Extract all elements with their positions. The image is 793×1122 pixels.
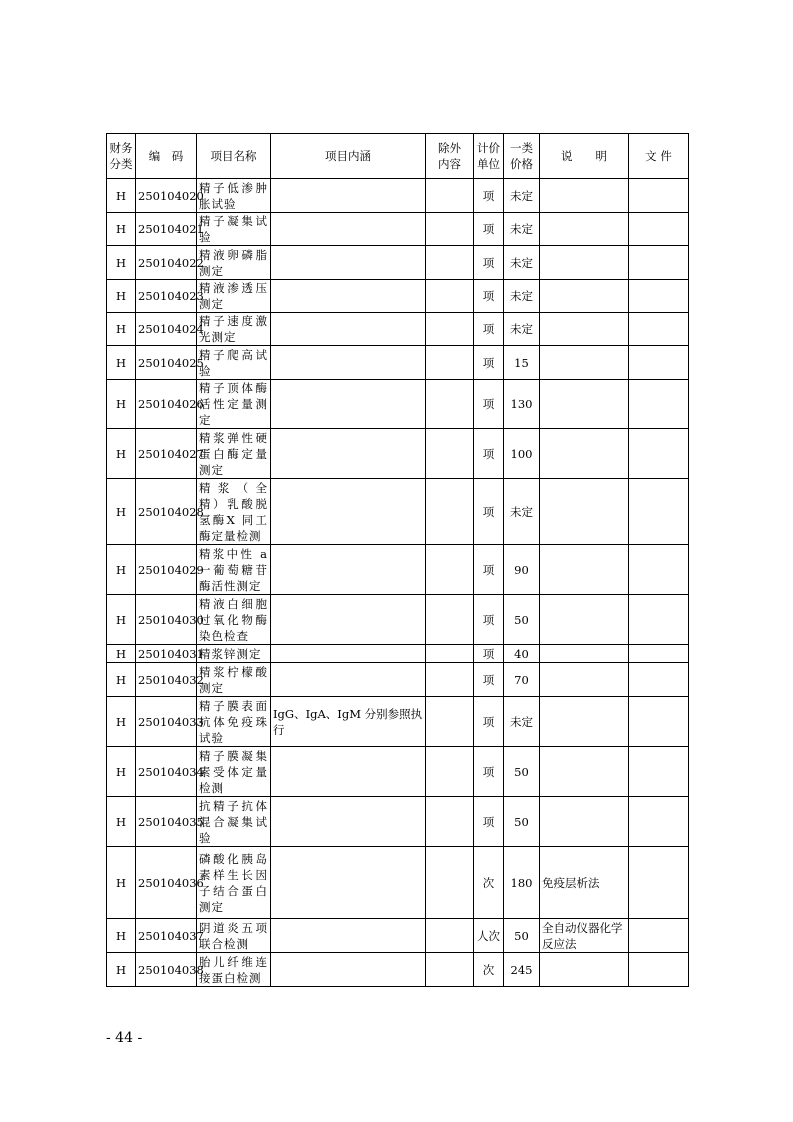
- cell-code: 250104023: [136, 280, 197, 313]
- cell-document: [629, 797, 689, 847]
- cell-unit: 人次: [474, 919, 504, 953]
- cell-remarks: [540, 545, 629, 595]
- cell-unit: 项: [474, 429, 504, 479]
- cell-document: [629, 280, 689, 313]
- cell-content: [271, 246, 426, 280]
- cell-unit: 次: [474, 847, 504, 919]
- cell-remarks: [540, 595, 629, 645]
- cell-content: [271, 747, 426, 797]
- cell-code: 250104025: [136, 346, 197, 380]
- cell-name: 精子低渗肿胀试验: [197, 179, 271, 213]
- cell-category: H: [107, 213, 136, 246]
- cell-remarks: [540, 953, 629, 987]
- cell-price: 未定: [504, 313, 540, 346]
- cell-name: 精子顶体酶活性定量测定: [197, 380, 271, 429]
- header-remarks: 说 明: [540, 134, 629, 179]
- cell-content: [271, 595, 426, 645]
- cell-exclusions: [426, 663, 474, 697]
- table-row: [107, 847, 689, 919]
- header-price: 一类 价格: [504, 134, 540, 179]
- cell-price: 90: [504, 545, 540, 595]
- cell-document: [629, 697, 689, 747]
- cell-code: 250104034: [136, 747, 197, 797]
- table-row: [107, 595, 689, 645]
- cell-category: H: [107, 179, 136, 213]
- cell-exclusions: [426, 697, 474, 747]
- page-number: - 44 -: [106, 1030, 143, 1046]
- cell-unit: 项: [474, 595, 504, 645]
- cell-price: 40: [504, 645, 540, 663]
- cell-price: 15: [504, 346, 540, 380]
- header-row: [107, 134, 689, 179]
- table-row: [107, 246, 689, 280]
- cell-category: H: [107, 663, 136, 697]
- cell-exclusions: [426, 797, 474, 847]
- cell-content: [271, 280, 426, 313]
- cell-price: 245: [504, 953, 540, 987]
- cell-exclusions: [426, 545, 474, 595]
- cell-document: [629, 429, 689, 479]
- cell-remarks: 免疫层析法: [540, 847, 629, 919]
- cell-category: H: [107, 847, 136, 919]
- cell-unit: 项: [474, 313, 504, 346]
- cell-exclusions: [426, 213, 474, 246]
- cell-code: 250104036: [136, 847, 197, 919]
- cell-remarks: [540, 645, 629, 663]
- cell-category: H: [107, 346, 136, 380]
- cell-remarks: [540, 313, 629, 346]
- cell-content: IgG、IgA、IgM 分别参照执行: [271, 697, 426, 747]
- cell-name: 抗精子抗体混合凝集试验: [197, 797, 271, 847]
- header-name: 项目名称: [197, 134, 271, 179]
- table-row: [107, 380, 689, 429]
- cell-unit: 项: [474, 545, 504, 595]
- cell-content: [271, 429, 426, 479]
- table-row: [107, 213, 689, 246]
- header-content: 项目内涵: [271, 134, 426, 179]
- cell-category: H: [107, 645, 136, 663]
- table-header: [107, 134, 689, 179]
- cell-unit: 项: [474, 697, 504, 747]
- cell-exclusions: [426, 953, 474, 987]
- cell-code: 250104037: [136, 919, 197, 953]
- cell-price: 180: [504, 847, 540, 919]
- cell-price: 未定: [504, 280, 540, 313]
- cell-unit: 项: [474, 346, 504, 380]
- cell-remarks: [540, 479, 629, 545]
- cell-document: [629, 663, 689, 697]
- cell-exclusions: [426, 919, 474, 953]
- cell-content: [271, 346, 426, 380]
- cell-document: [629, 747, 689, 797]
- cell-category: H: [107, 595, 136, 645]
- cell-name: 精浆中性 a 一葡萄糖苷酶活性测定: [197, 545, 271, 595]
- cell-name: 精子膜表面抗体免疫珠试验: [197, 697, 271, 747]
- cell-content: [271, 479, 426, 545]
- cell-document: [629, 380, 689, 429]
- cell-exclusions: [426, 280, 474, 313]
- cell-remarks: [540, 697, 629, 747]
- cell-remarks: [540, 747, 629, 797]
- cell-exclusions: [426, 479, 474, 545]
- cell-remarks: [540, 429, 629, 479]
- cell-code: 250104029: [136, 545, 197, 595]
- cell-code: 250104031: [136, 645, 197, 663]
- cell-name: 阴道炎五项联合检测: [197, 919, 271, 953]
- cell-price: 50: [504, 747, 540, 797]
- cell-category: H: [107, 797, 136, 847]
- cell-remarks: [540, 246, 629, 280]
- cell-content: [271, 179, 426, 213]
- header-category: 财务 分类: [107, 134, 136, 179]
- table-row: [107, 797, 689, 847]
- cell-remarks: [540, 346, 629, 380]
- cell-unit: 项: [474, 380, 504, 429]
- table-row: [107, 919, 689, 953]
- table-body: [107, 179, 689, 987]
- table-row: [107, 313, 689, 346]
- cell-exclusions: [426, 346, 474, 380]
- cell-name: 精子膜凝集素受体定量检测: [197, 747, 271, 797]
- cell-code: 250104032: [136, 663, 197, 697]
- cell-exclusions: [426, 595, 474, 645]
- cell-content: [271, 313, 426, 346]
- cell-content: [271, 545, 426, 595]
- header-code: 编 码: [136, 134, 197, 179]
- cell-category: H: [107, 313, 136, 346]
- cell-price: 100: [504, 429, 540, 479]
- cell-name: 精液卵磷脂测定: [197, 246, 271, 280]
- cell-name: 精浆柠檬酸测定: [197, 663, 271, 697]
- cell-document: [629, 847, 689, 919]
- cell-exclusions: [426, 380, 474, 429]
- cell-unit: 项: [474, 246, 504, 280]
- cell-unit: 项: [474, 797, 504, 847]
- table-row: [107, 179, 689, 213]
- cell-code: 250104030: [136, 595, 197, 645]
- cell-code: 250104021: [136, 213, 197, 246]
- cell-remarks: [540, 663, 629, 697]
- cell-document: [629, 595, 689, 645]
- cell-content: [271, 380, 426, 429]
- cell-remarks: [540, 280, 629, 313]
- table-row: [107, 280, 689, 313]
- cell-code: 250104033: [136, 697, 197, 747]
- cell-category: H: [107, 697, 136, 747]
- cell-category: H: [107, 479, 136, 545]
- table-row: [107, 747, 689, 797]
- cell-code: 250104022: [136, 246, 197, 280]
- header-unit: 计价 单位: [474, 134, 504, 179]
- cell-remarks: [540, 179, 629, 213]
- cell-name: 精浆（全精）乳酸脱氢酶X 同工酶定量检测: [197, 479, 271, 545]
- cell-content: [271, 645, 426, 663]
- cell-remarks: [540, 380, 629, 429]
- cell-remarks: [540, 213, 629, 246]
- cell-code: 250104026: [136, 380, 197, 429]
- cell-price: 未定: [504, 246, 540, 280]
- cell-document: [629, 213, 689, 246]
- cell-document: [629, 313, 689, 346]
- cell-content: [271, 847, 426, 919]
- cell-unit: 项: [474, 280, 504, 313]
- cell-code: 250104027: [136, 429, 197, 479]
- cell-category: H: [107, 246, 136, 280]
- cell-code: 250104024: [136, 313, 197, 346]
- cell-unit: 项: [474, 747, 504, 797]
- cell-unit: 项: [474, 479, 504, 545]
- table-row: [107, 645, 689, 663]
- cell-content: [271, 797, 426, 847]
- cell-price: 70: [504, 663, 540, 697]
- cell-content: [271, 919, 426, 953]
- cell-document: [629, 645, 689, 663]
- table-row: [107, 429, 689, 479]
- cell-exclusions: [426, 847, 474, 919]
- cell-category: H: [107, 747, 136, 797]
- cell-exclusions: [426, 429, 474, 479]
- header-document: 文 件: [629, 134, 689, 179]
- cell-name: 精浆弹性硬蛋白酶定量测定: [197, 429, 271, 479]
- cell-code: 250104028: [136, 479, 197, 545]
- cell-unit: 项: [474, 179, 504, 213]
- table-row: [107, 697, 689, 747]
- cell-document: [629, 179, 689, 213]
- cell-category: H: [107, 380, 136, 429]
- cell-price: 130: [504, 380, 540, 429]
- cell-document: [629, 479, 689, 545]
- cell-document: [629, 246, 689, 280]
- cell-price: 50: [504, 919, 540, 953]
- cell-unit: 项: [474, 645, 504, 663]
- cell-exclusions: [426, 313, 474, 346]
- cell-price: 50: [504, 797, 540, 847]
- cell-code: 250104038: [136, 953, 197, 987]
- cell-document: [629, 919, 689, 953]
- cell-code: 250104020: [136, 179, 197, 213]
- cell-document: [629, 545, 689, 595]
- cell-exclusions: [426, 246, 474, 280]
- cell-name: 磷酸化胰岛素样生长因子结合蛋白测定: [197, 847, 271, 919]
- cell-category: H: [107, 545, 136, 595]
- table-row: [107, 545, 689, 595]
- cell-price: 未定: [504, 179, 540, 213]
- table-row: [107, 953, 689, 987]
- cell-unit: 项: [474, 663, 504, 697]
- table-row: [107, 346, 689, 380]
- cell-exclusions: [426, 179, 474, 213]
- price-table: [106, 133, 689, 987]
- cell-name: 胎儿纤维连接蛋白检测: [197, 953, 271, 987]
- cell-code: 250104035: [136, 797, 197, 847]
- cell-name: 精液白细胞过氧化物酶染色检查: [197, 595, 271, 645]
- cell-category: H: [107, 953, 136, 987]
- cell-exclusions: [426, 645, 474, 663]
- cell-name: 精液渗透压测定: [197, 280, 271, 313]
- cell-remarks: 全自动仪器化学反应法: [540, 919, 629, 953]
- cell-content: [271, 663, 426, 697]
- cell-name: 精子凝集试验: [197, 213, 271, 246]
- cell-content: [271, 213, 426, 246]
- cell-category: H: [107, 280, 136, 313]
- table-row: [107, 663, 689, 697]
- cell-price: 未定: [504, 479, 540, 545]
- cell-document: [629, 953, 689, 987]
- cell-name: 精浆锌测定: [197, 645, 271, 663]
- cell-price: 50: [504, 595, 540, 645]
- cell-price: 未定: [504, 213, 540, 246]
- table-row: [107, 479, 689, 545]
- cell-price: 未定: [504, 697, 540, 747]
- cell-unit: 次: [474, 953, 504, 987]
- cell-category: H: [107, 429, 136, 479]
- header-exclusions: 除外 内容: [426, 134, 474, 179]
- cell-name: 精子爬高试验: [197, 346, 271, 380]
- cell-document: [629, 346, 689, 380]
- cell-category: H: [107, 919, 136, 953]
- cell-exclusions: [426, 747, 474, 797]
- cell-content: [271, 953, 426, 987]
- cell-name: 精子速度激光测定: [197, 313, 271, 346]
- cell-remarks: [540, 797, 629, 847]
- cell-unit: 项: [474, 213, 504, 246]
